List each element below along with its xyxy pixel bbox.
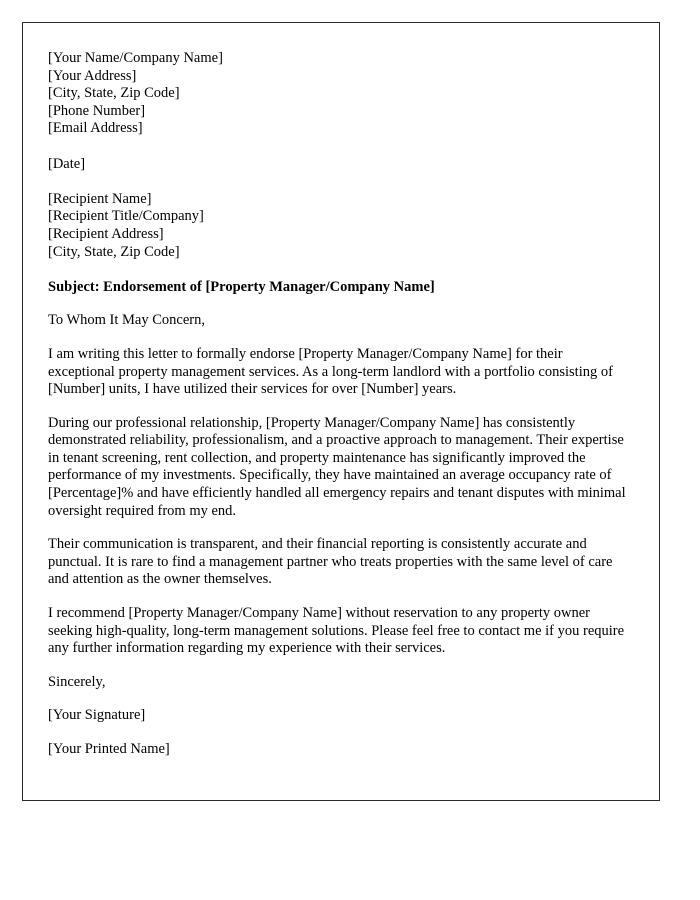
valediction: Sincerely, [48,673,106,690]
sender-line: [Your Name/Company Name] [48,50,223,66]
recipient-line: [Recipient Address] [48,225,164,242]
sender-line: [Phone Number] [48,102,146,119]
letter-page [22,22,660,801]
printed-name-placeholder: [Your Printed Name] [48,741,170,757]
signature-placeholder: [Your Signature] [48,707,146,724]
sender-line: [City, State, Zip Code] [48,85,180,102]
body-paragraph: During our professional relationship, [Property Manager/Company Name] has consistently demonstrated reliability, professionalism, and a proactive approach to management. Their expertise in tenant screening, rent collection, and property maintenance has significantly improved the performance of my investments. Specifically, they have maintained an average occupancy rate of [Percentage]% and have efficiently handled all emergency repairs and tenant disputes with minimal oversight required from my end. [48,414,626,519]
recipient-address-block [48,191,630,261]
sender-line: [Email Address] [48,120,143,137]
date-line: [Date] [48,155,86,172]
subject-line: Subject: Endorsement of [Property Manager/Company Name] [48,278,435,295]
body-paragraph: Their communication is transparent, and their financial reporting is consistently accurate and punctual. It is rare to find a management partner who treats properties with the same level of care and attention as the owner themselves. [48,536,613,588]
recipient-line: [City, State, Zip Code] [48,243,180,260]
body-paragraph: I recommend [Property Manager/Company Name] without reservation to any property owner seeking high-quality, long-term management solutions. Please feel free to contact me if you require any further information regarding my experience with their services. [48,605,625,657]
recipient-line: [Recipient Title/Company] [48,208,204,225]
letter-body [48,50,630,759]
recipient-line: [Recipient Name] [48,190,152,207]
sender-line: [Your Address] [48,67,137,84]
date-block [48,156,630,174]
body-paragraph: I am writing this letter to formally endorse [Property Manager/Company Name] for their exceptional property management services. As a long-term landlord with a portfolio consisting of [Number] units, I have utilized their services for over [Number] years. [48,345,613,398]
sender-address-block [48,50,630,138]
salutation: To Whom It May Concern, [48,312,205,329]
